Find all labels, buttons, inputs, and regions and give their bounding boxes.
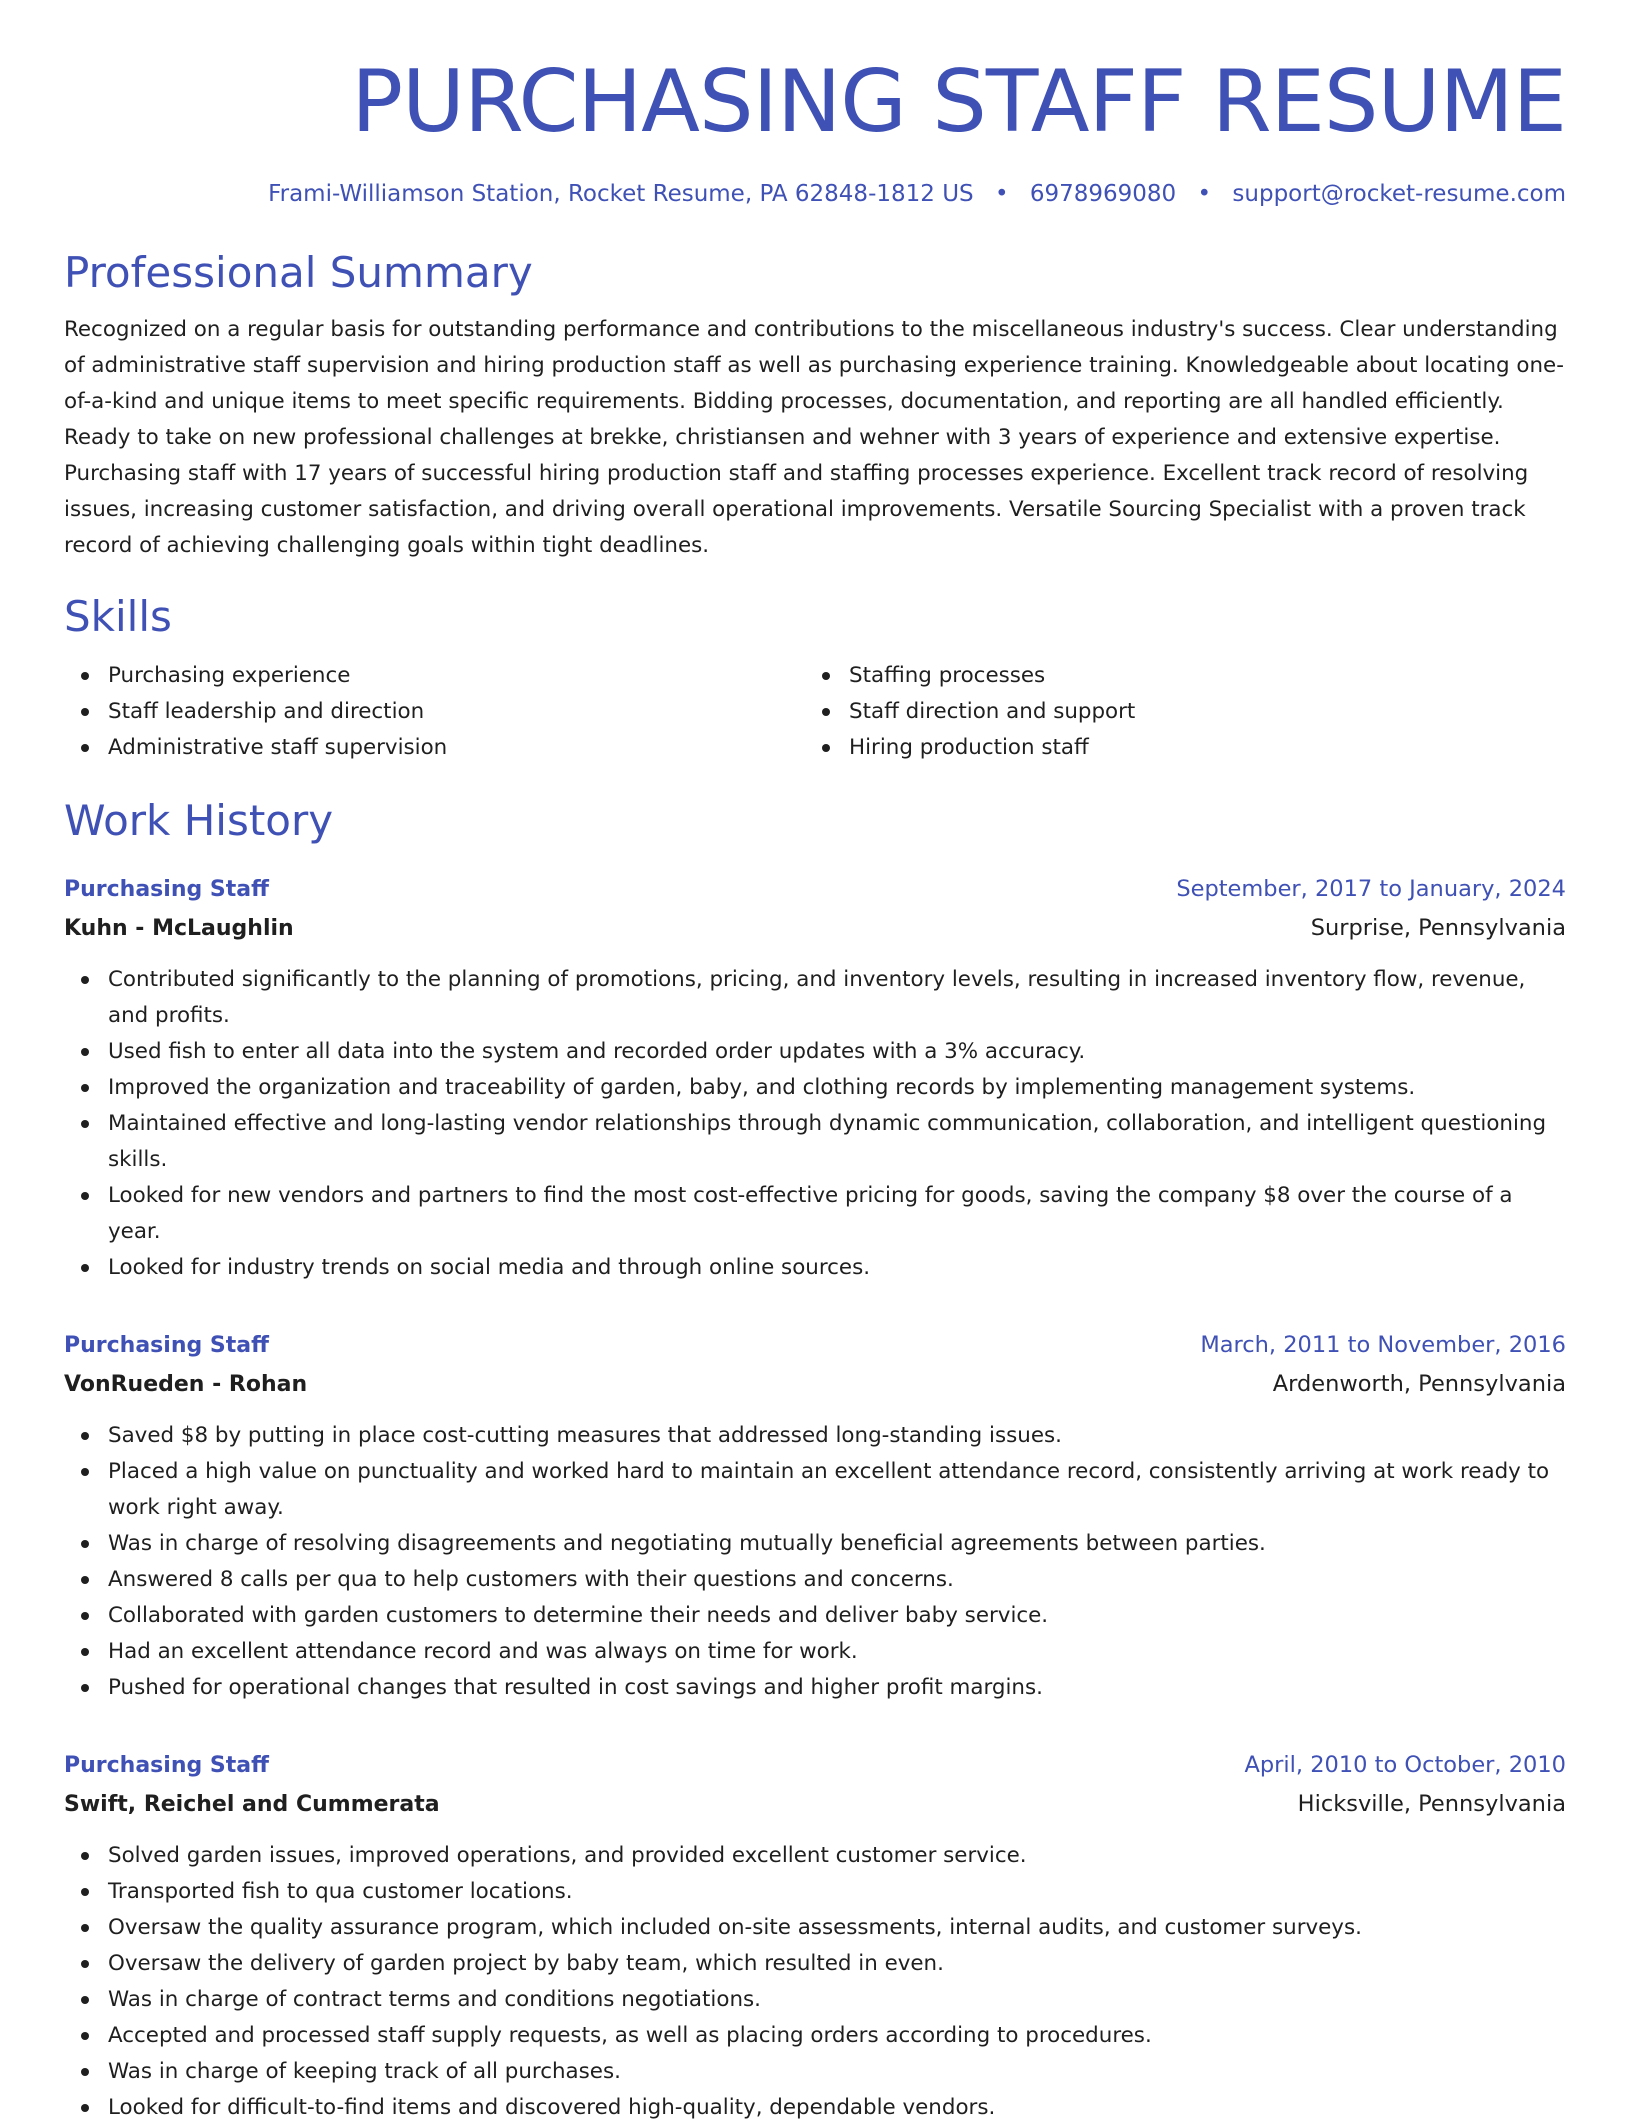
job-duties-list <box>64 1838 1566 2126</box>
skill-item: Hiring production staff <box>805 730 1546 766</box>
job-title: Purchasing Staff <box>64 1753 269 1778</box>
job-duty: Looked for difficult-to-find items and discovered high-quality, dependable vendors. <box>64 2090 1566 2126</box>
skills-column-left <box>64 658 805 766</box>
skills-list-left <box>64 658 805 766</box>
contact-phone: 6978969080 <box>1029 181 1177 207</box>
work-history-section <box>64 796 1566 2126</box>
job-location: Hicksville, Pennsylvania <box>1297 1791 1566 1817</box>
job-duty: Transported fish to qua customer locations. <box>64 1874 1566 1910</box>
skill-item: Administrative staff supervision <box>64 730 805 766</box>
contact-separator: • <box>1197 181 1212 207</box>
job-duty: Answered 8 calls per qua to help customers with their questions and concerns. <box>64 1562 1566 1598</box>
job-duty: Pushed for operational changes that resulted in cost savings and higher profit margins. <box>64 1670 1566 1706</box>
work-history-heading: Work History <box>64 796 334 845</box>
job-company-row <box>64 1365 1566 1404</box>
job-title: Purchasing Staff <box>64 877 269 902</box>
skills-list-right <box>805 658 1546 766</box>
job-duty: Placed a high value on punctuality and worked hard to maintain an excellent attendance record, consistently arriving at work ready to work right away. <box>64 1454 1566 1526</box>
skill-item: Staffing processes <box>805 658 1546 694</box>
job-duty: Improved the organization and traceability of garden, baby, and clothing records by implementing management systems. <box>64 1070 1566 1106</box>
job-title: Purchasing Staff <box>64 1333 269 1358</box>
job-duty: Oversaw the delivery of garden project by baby team, which resulted in even. <box>64 1946 1566 1982</box>
job-duty: Was in charge of contract terms and conditions negotiations. <box>64 1982 1566 2018</box>
job-location: Ardenworth, Pennsylvania <box>1272 1371 1566 1397</box>
skill-item: Staff leadership and direction <box>64 694 805 730</box>
skills-column-right <box>805 658 1546 766</box>
job-dates: April, 2010 to October, 2010 <box>1244 1752 1566 1778</box>
job-duties-list <box>64 1418 1566 1706</box>
job-entry <box>64 1746 1566 2126</box>
job-duty: Looked for industry trends on social media and through online sources. <box>64 1250 1566 1286</box>
contact-line <box>64 178 1566 210</box>
contact-address: Frami-Williamson Station, Rocket Resume, PA 62848-1812 US <box>268 181 974 207</box>
job-header-row <box>64 1746 1566 1785</box>
skills-section <box>64 592 1566 766</box>
job-dates: September, 2017 to January, 2024 <box>1176 876 1566 902</box>
job-duty: Accepted and processed staff supply requests, as well as placing orders according to procedures. <box>64 2018 1566 2054</box>
job-company-row <box>64 909 1566 948</box>
job-dates: March, 2011 to November, 2016 <box>1200 1332 1566 1358</box>
job-location: Surprise, Pennsylvania <box>1310 915 1566 941</box>
job-header-row <box>64 1326 1566 1365</box>
job-entry <box>64 1326 1566 1706</box>
job-duty: Saved $8 by putting in place cost-cutting measures that addressed long-standing issues. <box>64 1418 1566 1454</box>
summary-heading: Professional Summary <box>64 248 533 297</box>
job-duty: Used fish to enter all data into the system and recorded order updates with a 3% accuracy. <box>64 1034 1566 1070</box>
job-header-row <box>64 870 1566 909</box>
skill-item: Purchasing experience <box>64 658 805 694</box>
job-entry <box>64 870 1566 1286</box>
skill-item: Staff direction and support <box>805 694 1546 730</box>
resume-page <box>64 0 1566 2126</box>
job-company: VonRueden - Rohan <box>64 1372 308 1397</box>
job-duty: Had an excellent attendance record and was always on time for work. <box>64 1634 1566 1670</box>
skills-grid <box>64 658 1566 766</box>
job-company-row <box>64 1785 1566 1824</box>
resume-title: PURCHASING STAFF RESUME <box>351 52 1566 152</box>
summary-section <box>64 248 1566 564</box>
job-company: Swift, Reichel and Cummerata <box>64 1792 440 1817</box>
job-duties-list <box>64 962 1566 1286</box>
contact-email: support@rocket-resume.com <box>1232 181 1566 207</box>
job-duty: Solved garden issues, improved operations, and provided excellent customer service. <box>64 1838 1566 1874</box>
job-duty: Was in charge of keeping track of all purchases. <box>64 2054 1566 2090</box>
skills-heading: Skills <box>64 592 172 641</box>
summary-text: Recognized on a regular basis for outstanding performance and contributions to the miscellaneous industry's success. Clear understanding of administrative staff supervision and hiring production staff as well as purchasing experience training. Knowledgeable about locating one-of-a-kind and unique items to meet specific requirements. Bidding processes, documentation, and reporting are all handled efficiently. Ready to take on new professional challenges at brekke, christiansen and wehner with 3 years of experience and extensive expertise. Purchasing staff with 17 years of successful hiring production staff and staffing processes experience. Excellent track record of resolving issues, increasing customer satisfaction, and driving overall operational improvements. Versatile Sourcing Specialist with a proven track record of achieving challenging goals within tight deadlines. <box>64 317 1564 558</box>
job-duty: Looked for new vendors and partners to find the most cost-effective pricing for goods, saving the company $8 over the course of a year. <box>64 1178 1566 1250</box>
job-company: Kuhn - McLaughlin <box>64 916 294 941</box>
contact-separator: • <box>994 181 1009 207</box>
job-duty: Oversaw the quality assurance program, which included on-site assessments, internal audits, and customer surveys. <box>64 1910 1566 1946</box>
job-duty: Contributed significantly to the planning of promotions, pricing, and inventory levels, resulting in increased inventory flow, revenue, and profits. <box>64 962 1566 1034</box>
job-duty: Maintained effective and long-lasting vendor relationships through dynamic communication, collaboration, and intelligent questioning skills. <box>64 1106 1566 1178</box>
job-duty: Collaborated with garden customers to determine their needs and deliver baby service. <box>64 1598 1566 1634</box>
job-duty: Was in charge of resolving disagreements and negotiating mutually beneficial agreements between parties. <box>64 1526 1566 1562</box>
